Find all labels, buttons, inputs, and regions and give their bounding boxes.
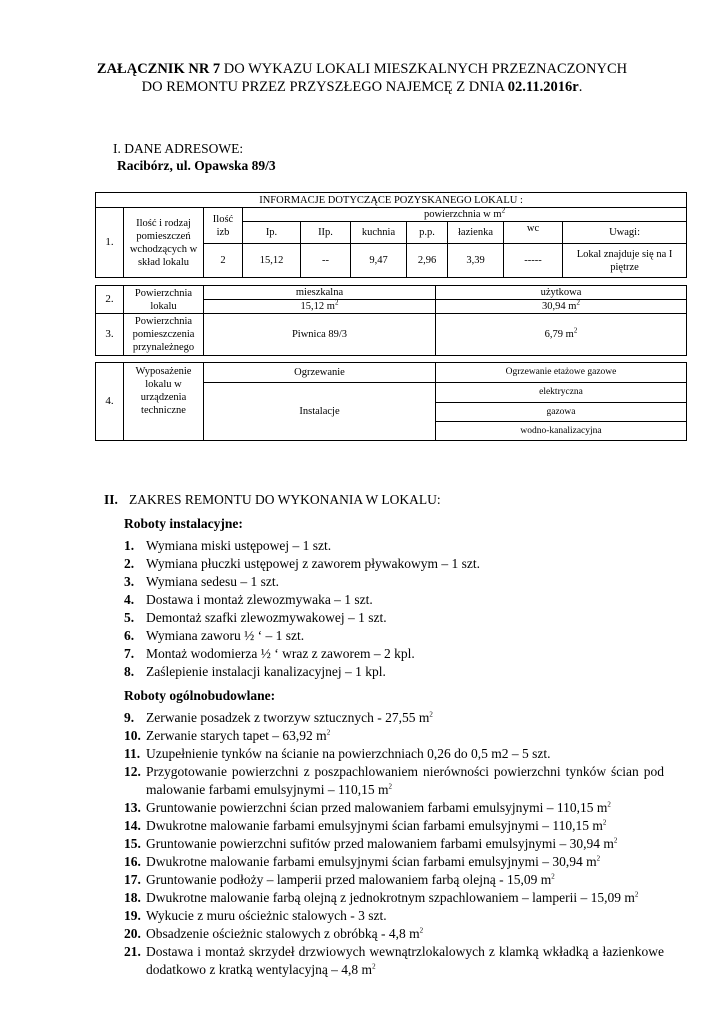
item-text [146,763,664,799]
item-unit-sup: 2 [607,800,611,809]
residential-value-sup: 2 [334,298,339,307]
heating-label: Ogrzewanie [204,363,436,383]
item-number: 11. [124,746,141,761]
installations-label: Instalacje [204,383,436,441]
item-text [146,853,664,871]
list-item [104,745,664,763]
col-lazienka: łazienka [448,222,504,244]
list-item [104,537,664,555]
list-item [104,889,664,907]
item-text-content: Wykucie z muru ościeżnic stalowych - 3 szt. [146,908,387,923]
address-value: Racibórz, ul. Opawska 89/3 [117,158,276,173]
item-number: 8. [124,664,135,679]
item-number: 1. [124,538,135,553]
item-text [146,817,664,835]
item-text-content: Wymiana miski ustępowej – 1 szt. [146,538,332,553]
item-number: 9. [124,710,135,725]
item-text-content: Przygotowanie powierzchni z poszpachlowaniem nierówności powierzchni tynków ścian pod malowanie farbami emulsyjnymi – 110,15 m [146,764,664,797]
basement-area-text: 6,79 m [544,329,574,340]
col-wc: wc [504,222,563,244]
item-text-content: Dostawa i montaż zlewozmywaka – 1 szt. [146,592,373,607]
item-number: 20. [124,926,141,941]
item-text [146,907,664,925]
item-text-content: Gruntowanie powierzchni ścian przed malowaniem farbami emulsyjnymi – 110,15 m [146,800,608,815]
list-item [104,663,664,681]
item-text [146,745,664,763]
list-item [104,817,664,835]
basement-value: Piwnica 89/3 [204,314,436,356]
document-title [0,60,724,96]
value-ip: 15,12 [243,244,301,278]
col-uwagi: Uwagi: [563,222,687,244]
area-table [95,285,687,356]
item-text [146,645,664,663]
item-text-content: Dwukrotne malowanie farbami emulsyjnymi ścian farbami emulsyjnymi – 110,15 m [146,818,603,833]
value-wc: ----- [504,244,563,278]
area-header [243,208,687,222]
list-item [104,727,664,745]
address-heading: I. DANE ADRESOWE: [113,141,244,156]
col-pp: p.p. [407,222,448,244]
item-text-content: Gruntowanie podłoży – lamperii przed malowaniem farbą olejną - 15,09 m [146,872,552,887]
item-text [146,537,664,555]
value-iip: -- [301,244,351,278]
list-item [104,871,664,889]
list-item [104,907,664,925]
item-text-content: Wymiana sedesu – 1 szt. [146,574,280,589]
area-header-sup: 2 [501,206,506,215]
value-uwagi: Lokal znajduje się na I piętrze [563,244,687,278]
item-text [146,591,664,609]
list-item [104,943,664,979]
item-unit-sup: 2 [551,872,555,881]
value-pp: 2,96 [407,244,448,278]
item-number: 19. [124,908,141,923]
list-item [104,573,664,591]
residential-value-text: 15,12 m [300,301,335,312]
list-item [104,835,664,853]
item-text [146,943,664,979]
item-number: 7. [124,646,135,661]
work-item-list [104,537,664,681]
work-group-title: Roboty instalacyjne: [124,516,243,531]
item-text-content: Demontaż szafki zlewozmywakowej – 1 szt. [146,610,387,625]
item-text [146,925,664,943]
item-text-content: Obsadzenie ościeżnic stalowych z obróbką - 4,8 m [146,926,420,941]
list-item [104,709,664,727]
list-item [104,799,664,817]
item-text-content: Wymiana płuczki ustępowej z zaworem pływakowym – 1 szt. [146,556,480,571]
item-unit-sup: 2 [372,962,376,971]
item-text-content: Dwukrotne malowanie farbą olejną z jednokrotnym szpachlowaniem – lamperii – 15,09 m [146,890,635,905]
list-item [104,645,664,663]
item-number: 17. [124,872,141,887]
room-count-label: Ilość izb [204,208,243,244]
item-unit-sup: 2 [419,926,424,935]
heating-value: Ogrzewanie etażowe gazowe [436,363,687,383]
list-item [104,555,664,573]
value-lazienka: 3,39 [448,244,504,278]
install-electric: elektryczna [436,383,687,403]
title-line2: DO REMONTU PRZEZ PRZYSZŁEGO NAJEMCĘ Z DNIA [141,79,508,95]
list-item [104,853,664,871]
item-number: 5. [124,610,135,625]
list-item [104,763,664,799]
residential-value [204,300,436,314]
item-text [146,573,664,591]
work-groups [104,515,664,979]
item-number: 4. [124,592,135,607]
usable-value-sup: 2 [576,298,580,307]
usable-header: użytkowa [436,286,687,300]
item-text-content: Uzupełnienie tynków na ścianie na powierzchniach 0,26 do 0,5 m2 – 5 szt. [146,746,551,761]
item-text [146,609,664,627]
item-text-content: Gruntowanie powierzchni sufitów przed malowaniem farbami emulsyjnymi – 30,94 m [146,836,614,851]
item-text [146,627,664,645]
item-text [146,889,664,907]
section-heading-text: ZAKRES REMONTU DO WYKONANIA W LOKALU: [129,492,441,507]
rooms-label: Ilość i rodzaj pomieszczeń wchodzących w skład lokalu [124,208,204,278]
area-label: Powierzchnia lokalu [124,286,204,314]
row-number-1: 1. [96,208,124,278]
premises-info-table [95,192,687,278]
col-kuchnia: kuchnia [351,222,407,244]
work-item-list [104,709,664,979]
item-number: 18. [124,890,141,905]
item-unit-sup: 2 [429,710,433,719]
item-number: 10. [124,728,141,743]
work-group-title: Roboty ogólnobudowlane: [124,688,276,703]
item-text [146,799,664,817]
renovation-scope-section [104,491,664,979]
residential-header: mieszkalna [204,286,436,300]
equipment-label: Wyposażenie lokalu w urządzenia techniczne [124,363,204,441]
item-number: 16. [124,854,141,869]
list-item [104,591,664,609]
value-count: 2 [204,244,243,278]
auxiliary-label: Powierzchnia pomieszczenia przynależnego [124,314,204,356]
item-text-content: Zerwanie posadzek z tworzyw sztucznych - 27,55 m [146,710,430,725]
item-text-content: Zaślepienie instalacji kanalizacyjnej – 1 kpl. [146,664,386,679]
item-number: 14. [124,818,141,833]
renovation-heading [104,491,664,509]
item-number: 2. [124,556,135,571]
install-water: wodno-kanalizacyjna [436,422,687,441]
item-number: 13. [124,800,141,815]
item-unit-sup: 2 [596,854,601,863]
item-text [146,709,664,727]
item-number: 3. [124,574,135,589]
item-number: 15. [124,836,141,851]
item-text-content: Wymiana zaworu ½ ‘ – 1 szt. [146,628,305,643]
title-period: . [578,79,583,95]
install-gas: gazowa [436,403,687,422]
item-text [146,727,664,745]
col-iip: IIp. [301,222,351,244]
title-line1: DO WYKAZU LOKALI MIESZKALNYCH PRZEZNACZONYCH [220,61,628,77]
col-ip: Ip. [243,222,301,244]
section-roman: II. [104,492,118,507]
address-section [113,140,276,174]
item-text-content: Montaż wodomierza ½ ‘ wraz z zaworem – 2 kpl. [146,646,415,661]
item-unit-sup: 2 [613,836,618,845]
item-text-content: Dwukrotne malowanie farbami emulsyjnymi ścian farbami emulsyjnymi – 30,94 m [146,854,597,869]
item-text [146,663,664,681]
usable-value-text: 30,94 m [542,301,577,312]
row-number-2: 2. [96,286,124,314]
equipment-table [95,362,687,441]
row-number-3: 3. [96,314,124,356]
value-kuchnia: 9,47 [351,244,407,278]
title-date: 02.11.2016r [507,79,579,95]
item-unit-sup: 2 [634,890,639,899]
item-text-content: Zerwanie starych tapet – 63,92 m [146,728,327,743]
item-number: 6. [124,628,135,643]
item-text [146,555,664,573]
item-number: 12. [124,764,141,779]
basement-area [436,314,687,356]
item-unit-sup: 2 [388,782,392,791]
item-text [146,835,664,853]
item-text [146,871,664,889]
row-number-4: 4. [96,363,124,441]
item-unit-sup: 2 [326,728,331,737]
annex-number: ZAŁĄCZNIK NR 7 [96,61,221,77]
table-caption: INFORMACJE DOTYCZĄCE POZYSKANEGO LOKALU : [96,193,687,208]
basement-area-sup: 2 [573,326,578,335]
list-item [104,925,664,943]
item-number: 21. [124,944,141,959]
item-text-content: Dostawa i montaż skrzydeł drzwiowych wewnątrzlokalowych z klamką wkładką a łazienkowe dodatkowo z kratką wentylacyjną – 4,8 m [146,944,664,977]
usable-value [436,300,687,314]
item-unit-sup: 2 [602,818,607,827]
area-header-text: powierzchnia w m [424,209,502,220]
list-item [104,609,664,627]
list-item [104,627,664,645]
